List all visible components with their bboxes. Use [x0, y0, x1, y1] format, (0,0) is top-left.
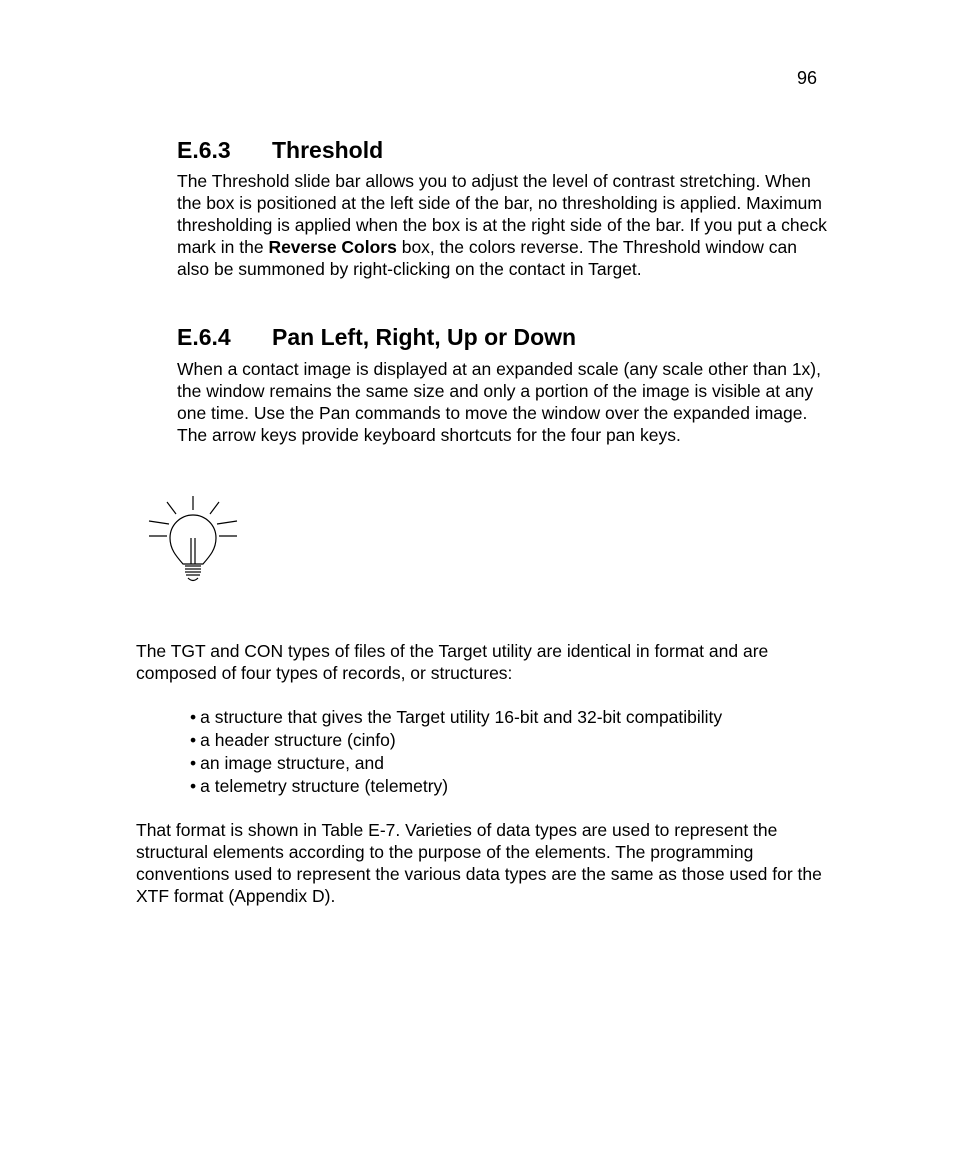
list-item: • a header structure (cinfo): [190, 729, 722, 752]
threshold-text-1: The Threshold slide bar allows you to adjust the level of contrast stretching. When the box is positioned at the left side of the bar, no thresholding is applied. Maximum thresholding is applied when the box is at the right side of the bar. If you put a check mark in the: [177, 171, 827, 257]
pan-paragraph: When a contact image is displayed at an expanded scale (any scale other than 1x), the window remains the same size and only a portion of the image is visible at any one time. Use the Pan commands to move the window over the expanded image. The arrow keys provide keyboard shortcuts for the four pan keys.: [177, 359, 821, 445]
reverse-colors-term: Reverse Colors: [268, 237, 397, 257]
heading-threshold: [177, 137, 383, 164]
heading-pan: [177, 324, 576, 351]
page-number: 96: [796, 68, 817, 88]
threshold-text-2: box, the colors reverse. The Threshold window can also be summoned by right-clicking on the contact in Target.: [177, 237, 797, 279]
section-number: E.6.3: [177, 137, 231, 163]
list-item: • a telemetry structure (telemetry): [190, 775, 722, 798]
lightbulb-icon: [145, 494, 241, 586]
structure-list: [190, 706, 722, 798]
list-item: • an image structure, and: [190, 752, 722, 775]
section-title: Pan Left, Right, Up or Down: [272, 324, 577, 350]
threshold-paragraph: [177, 170, 827, 280]
section-title: Threshold: [272, 137, 384, 163]
closing-paragraph: That format is shown in Table E-7. Varieties of data types are used to represent the structural elements according to the purpose of the elements. The programming conventions used to represent the various data types are the same as those used for the XTF format (Appendix D).: [136, 820, 822, 906]
intro-paragraph: The TGT and CON types of files of the Target utility are identical in format and are composed of four types of records, or structures:: [136, 641, 769, 683]
section-number: E.6.4: [177, 324, 231, 350]
list-item: • a structure that gives the Target utility 16-bit and 32-bit compatibility: [190, 706, 722, 729]
